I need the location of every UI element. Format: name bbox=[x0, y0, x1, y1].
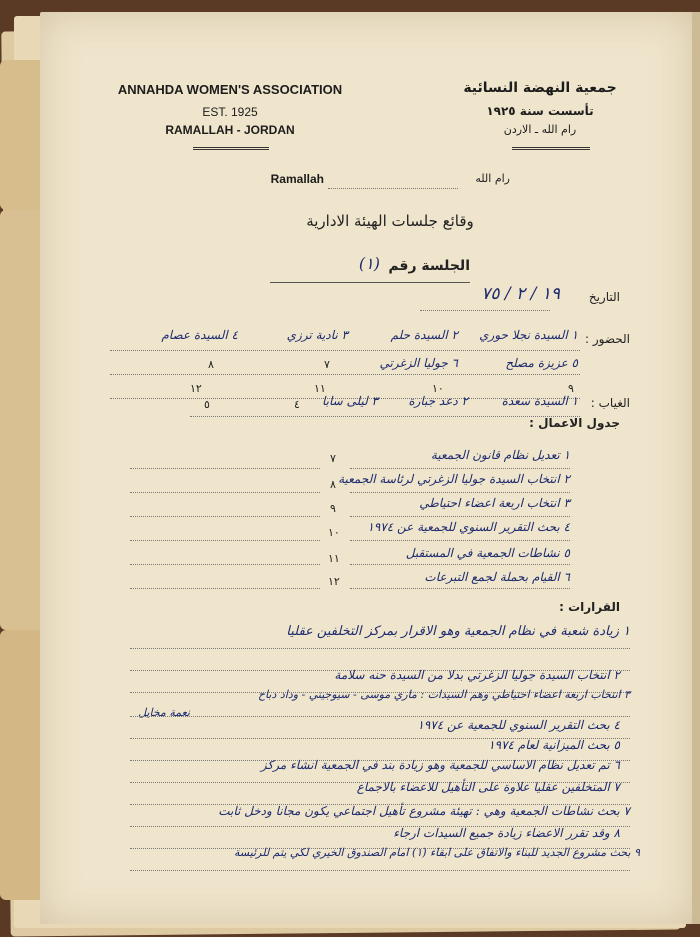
document-page bbox=[40, 12, 692, 924]
agenda-dots-l4 bbox=[350, 540, 570, 541]
attendance-label: الحضور : bbox=[585, 332, 630, 346]
resolution-9: ٨ وقد تقرر الاعضاء زيادة جميع السيدات ارجاء bbox=[393, 826, 620, 840]
attendee-1: ١ السيدة نجلا حوري bbox=[479, 328, 578, 342]
attendance-slot-9: ٩ bbox=[568, 382, 574, 395]
absentee-2: ٢ دعد جبارة bbox=[408, 394, 468, 408]
resolution-3-cont: نعمة مخايل bbox=[138, 706, 190, 719]
attendance-slot-7: ٧ bbox=[324, 358, 330, 371]
res-dots-4 bbox=[130, 716, 630, 717]
agenda-num-4: ١٠ bbox=[328, 526, 340, 539]
place-en: Ramallah bbox=[270, 172, 324, 186]
res-dots-11 bbox=[130, 870, 630, 871]
attendance-slot-11: ١١ bbox=[314, 382, 326, 395]
attendee-6: ٦ جوليا الزغرتي bbox=[379, 356, 458, 370]
agenda-item-6: ٦ القيام بحملة لجمع التبرعات bbox=[424, 570, 570, 584]
resolution-4: ٤ بحث التقرير السنوي للجمعية عن ١٩٧٤ bbox=[417, 718, 620, 732]
absence-dots bbox=[190, 416, 580, 417]
place-ar: رام الله bbox=[475, 172, 510, 185]
session-number: (١) bbox=[358, 254, 380, 273]
letterhead-city-ar: رام الله ـ الاردن bbox=[503, 123, 577, 136]
agenda-label: جدول الاعمال : bbox=[529, 416, 620, 430]
resolution-10: ٩ بحث مشروع الجديد للبناء والاتفاق على ابقاء (١) امام الصندوق الخيري لكي يتم للرئيسة bbox=[234, 846, 640, 859]
attendee-2: ٢ السيدة حلم bbox=[390, 328, 458, 342]
attendee-4: ٤ السيدة عصام bbox=[161, 328, 238, 342]
agenda-dots-r2 bbox=[130, 492, 320, 493]
resolution-3: ٣ انتخاب اربعة اعضاء احتياطي وهم السيدات : ماري موسى - سيوجيني - وداد دباح bbox=[257, 688, 630, 701]
attendance-slot-8: ٨ bbox=[208, 358, 214, 371]
minutes-title: وقائع جلسات الهيئة الادارية bbox=[306, 212, 474, 230]
letterhead-rule-ar bbox=[512, 147, 590, 150]
resolution-7: ٧ المتخلفين عقليا علاوة على التأهيل للاعضاء بالاجماع bbox=[356, 780, 620, 794]
absentee-slot-5: ٥ bbox=[204, 398, 210, 411]
date-label: التاريخ bbox=[588, 290, 620, 304]
attendee-5: ٥ عزيزة مصلح bbox=[505, 356, 578, 370]
agenda-dots-r4 bbox=[130, 540, 320, 541]
resolution-8: ٧ بحث نشاطات الجمعية وهي : تهيئة مشروع تأهيل اجتماعي يكون مجانا ودخل ثابت bbox=[218, 804, 630, 818]
resolution-2: ٢ انتخاب السيدة جوليا الزغرتي بدلا من السيدة حنه سلامة bbox=[334, 668, 620, 682]
agenda-dots-l6 bbox=[350, 588, 570, 589]
agenda-num-5: ١١ bbox=[328, 552, 340, 565]
attendance-dots-2 bbox=[110, 374, 580, 375]
agenda-item-4: ٤ بحث التقرير السنوي للجمعية عن ١٩٧٤ bbox=[367, 520, 570, 534]
agenda-dots-r5 bbox=[130, 564, 320, 565]
letterhead-city-en: RAMALLAH - JORDAN bbox=[165, 123, 295, 137]
res-dots-1 bbox=[130, 648, 630, 649]
agenda-item-5: ٥ نشاطات الجمعية في المستقبل bbox=[405, 546, 570, 560]
letterhead-est-en: EST. 1925 bbox=[202, 105, 258, 119]
resolution-5: ٥ بحث الميزانية لعام ١٩٧٤ bbox=[488, 738, 620, 752]
agenda-dots-r1 bbox=[130, 468, 320, 469]
agenda-dots-l2 bbox=[350, 492, 570, 493]
attendee-3: ٣ نادية ترزي bbox=[286, 328, 348, 342]
agenda-dots-r6 bbox=[130, 588, 320, 589]
agenda-dots-l3 bbox=[350, 516, 570, 517]
agenda-dots-l1 bbox=[350, 468, 570, 469]
absentee-slot-4: ٤ bbox=[294, 398, 300, 411]
page-tab-1 bbox=[0, 60, 40, 210]
letterhead-est-ar: تأسست سنة ١٩٢٥ bbox=[486, 104, 594, 118]
attendance-slot-12: ١٢ bbox=[190, 382, 202, 395]
agenda-dots-l5 bbox=[350, 564, 570, 565]
absentee-3: ٣ ليلى سابا bbox=[321, 394, 378, 408]
agenda-dots-r3 bbox=[130, 516, 320, 517]
session-label: الجلسة رقم bbox=[388, 258, 470, 274]
agenda-item-2: ٢ انتخاب السيدة جوليا الزغرتي لرئاسة الجمعية bbox=[338, 472, 570, 486]
agenda-num-2: ٨ bbox=[330, 478, 336, 491]
resolutions-label: القرارات : bbox=[559, 600, 620, 614]
attendance-dots-1 bbox=[110, 350, 580, 351]
absence-label: الغياب : bbox=[590, 396, 630, 410]
absentee-1: ١ السيدة سعدة bbox=[501, 394, 578, 408]
agenda-num-3: ٩ bbox=[330, 502, 336, 515]
place-dots bbox=[328, 188, 458, 189]
date-dots bbox=[420, 310, 550, 311]
letterhead-rule-en bbox=[193, 147, 269, 150]
agenda-num-6: ١٢ bbox=[328, 575, 340, 588]
letterhead-name-en: ANNAHDA WOMEN'S ASSOCIATION bbox=[117, 82, 343, 97]
resolution-6: ٦ تم تعديل نظام الاساسي للجمعية وهو زيادة بند في الجمعية انشاء مركز bbox=[260, 758, 620, 772]
page-tab-2 bbox=[0, 210, 40, 630]
agenda-item-3: ٣ انتخاب اربعة اعضاء احتياطي bbox=[419, 496, 570, 510]
date-value: ١٩ / ٢ / ٧٥ bbox=[481, 284, 560, 304]
session-underline bbox=[270, 282, 470, 283]
attendance-slot-10: ١٠ bbox=[432, 382, 444, 395]
resolution-1: ١ زيادة شعبة في نظام الجمعية وهو الاقرار بمركز التخلفين عقليا bbox=[286, 624, 630, 639]
letterhead-name-ar: جمعية النهضة النسائية bbox=[463, 80, 617, 96]
agenda-num-1: ٧ bbox=[330, 452, 336, 465]
agenda-item-1: ١ تعديل نظام قانون الجمعية bbox=[430, 448, 570, 462]
page-tab-3 bbox=[0, 630, 40, 900]
